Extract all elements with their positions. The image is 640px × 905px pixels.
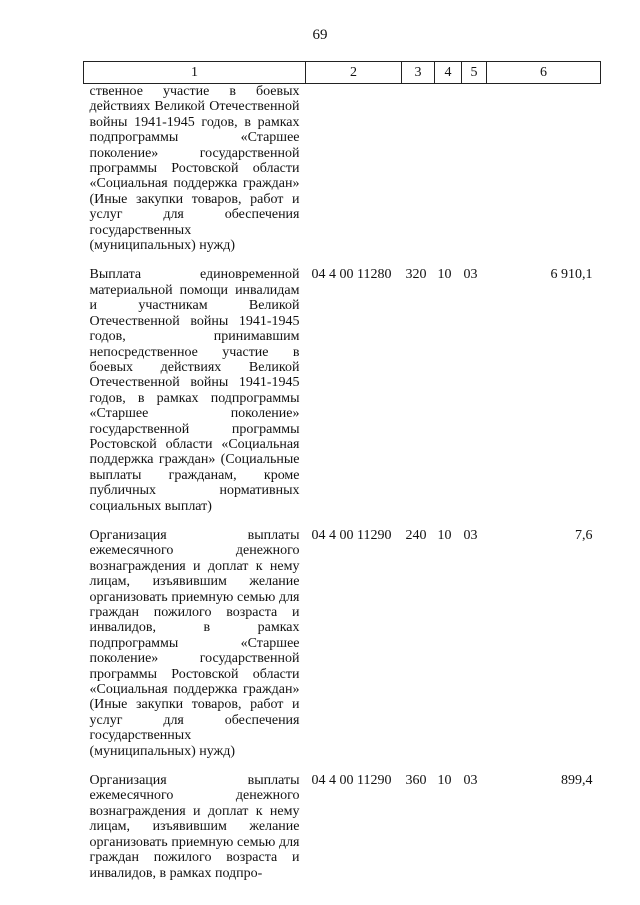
row-vr <box>402 84 435 254</box>
row-amount: 899,4 <box>561 773 593 789</box>
header-col-4: 4 <box>435 62 462 84</box>
header-col-3: 3 <box>402 62 435 84</box>
row-vr: 360 <box>405 773 427 789</box>
row-name: Организация выплаты ежемесячного денежного вознаграждения и доплат к нему лицам, изъявившим желание организовать приемную семью для граждан пожилого возраста и инвалидов, в рамках подпро- <box>89 773 300 881</box>
table-row <box>84 84 601 254</box>
row-code: 04 4 00 11280 <box>311 267 392 283</box>
row-subpr: 03 <box>463 267 478 283</box>
table-row <box>84 514 601 759</box>
header-col-5: 5 <box>462 62 487 84</box>
row-subpr <box>462 84 487 254</box>
row-pr: 10 <box>437 267 452 283</box>
row-code <box>306 84 402 254</box>
row-pr: 10 <box>437 773 452 789</box>
row-pr: 10 <box>437 527 452 543</box>
row-subpr: 03 <box>463 527 478 543</box>
header-col-1: 1 <box>84 62 306 84</box>
header-row <box>84 62 601 84</box>
row-vr: 240 <box>405 527 427 543</box>
table-row <box>84 759 601 881</box>
row-vr: 320 <box>405 267 427 283</box>
row-amount <box>487 84 601 254</box>
header-col-2: 2 <box>306 62 402 84</box>
table-row <box>84 253 601 514</box>
row-code: 04 4 00 11290 <box>311 773 392 789</box>
row-name: Организация выплаты ежемесячного денежного вознаграждения и доплат к нему лицам, изъявившим желание организовать приемную семью для граждан пожилого возраста и инвалидов, в рамках подпрограммы «Старшее поколение» государственной программы Ростовской области «Социальная поддержка граждан» (Иные закупки товаров, работ и услуг для обеспечения государственных (муниципальных) нужд) <box>89 527 300 759</box>
row-amount: 6 910,1 <box>550 267 593 283</box>
row-amount: 7,6 <box>575 527 593 543</box>
row-name: ственное участие в боевых действиях Великой Отечественной войны 1941-1945 годов, в рамках подпрограммы «Старшее поколение» государственной программы Ростовской области «Социальная поддержка граждан» (Иные закупки товаров, работ и услуг для обеспечения государственных (муниципальных) нужд) <box>89 84 300 254</box>
table-header <box>84 62 601 84</box>
row-pr <box>435 84 462 254</box>
budget-table <box>83 61 601 881</box>
row-code: 04 4 00 11290 <box>311 527 392 543</box>
row-subpr: 03 <box>463 773 478 789</box>
page-number: 69 <box>312 27 328 43</box>
row-name: Выплата единовременной материальной помощи инвалидам и участникам Великой Отечественной войны 1941-1945 годов, принимавшим непосредственное участие в боевых действиях Великой Отечественной войны 1941-1945 годов, в рамках подпрограммы «Старшее поколение» государственной программы Ростовской области «Социальная поддержка граждан» (Социальные выплаты гражданам, кроме публичных нормативных социальных выплат) <box>89 267 300 514</box>
table-body <box>84 84 601 881</box>
header-col-6: 6 <box>487 62 601 84</box>
